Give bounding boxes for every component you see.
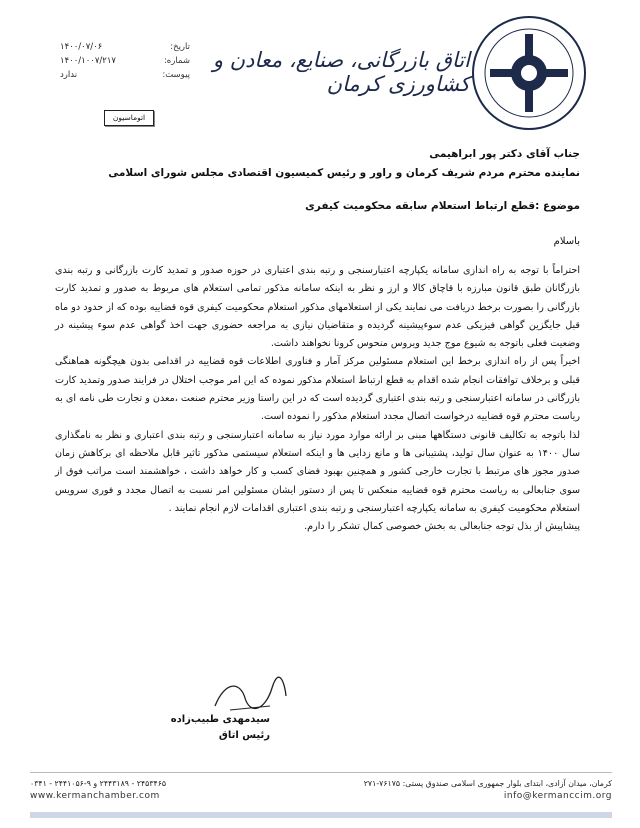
attachment-label: پیوست:: [162, 70, 190, 80]
addressee-name: جناب آقای دکتر پور ابراهیمی: [429, 148, 580, 160]
number-label: شماره:: [163, 56, 190, 66]
greeting: باسلام: [553, 236, 580, 247]
signer-name: سیدمهدی طبیب‌زاده: [170, 714, 270, 725]
automation-stamp: اتوماسیون: [104, 110, 154, 126]
handwritten-signature: [210, 676, 290, 716]
paragraph: لذا باتوجه به تکالیف قانونی دستگاهها مبنی بر ارائه موارد مورد نیاز به سامانه اعتبارسنجی و رتبه بندی اعتباری و نظر به نامگذاری سال ۱۴۰۰ به عنوان سال تولید، پشتیبانی ها و مانع زدایی ها و اینکه استعلام سیستمی مذکور تاثیر قابل ملاحظه ای برکاهش زمان صدور مجوز های مرتبط با تجارت خارجی کشور و همچنین بهبود فضای کسب و کار خواهد داشت ، خواهشمند است مراتب فوق از سوی جنابعالی به ریاست محترم قوه قضاییه منعکس تا پس از دستور ایشان مسئولین امر نسبت به اتصال مجدد و فوری سرویس استعلام محکومیت کیفری به سامانه یکپارچه اعتبارسنجی و رتبه بندی اعتباری اقدامات لازم انجام نمایند .: [55, 429, 580, 514]
footer-address: کرمان، میدان آزادی، ابتدای بلوار جمهوری اسلامی صندوق پستی: ۷۶۱۷۵-۲۷۱: [363, 779, 612, 788]
addressee: [60, 145, 580, 183]
subject-line: موضوع :قطع ارتباط استعلام سابقه محکومیت کیفری: [305, 200, 580, 212]
date-value: ۱۴۰۰/۰۷/۰۶: [60, 42, 103, 52]
paragraph: پیشاپیش از بذل توجه جنابعالی به بخش خصوصی کمال تشکر را دارم.: [304, 521, 580, 533]
date-label: تاریخ:: [170, 42, 190, 52]
footer-phones: ۲۴۵۳۴۶۵ - ۲۴۴۳۱۸۹ و ۹-۲۴۴۱۰۵۶ - ۰۳۴۱: [30, 779, 167, 788]
chamber-logo-icon: [470, 14, 588, 132]
footer-bar: [30, 812, 612, 818]
signer-block: [170, 712, 270, 744]
footer-website: www.kermanchamber.com: [30, 791, 160, 801]
signer-title: رئیس اتاق: [218, 730, 270, 741]
letter-meta: [60, 40, 190, 82]
organization-name: اتاق بازرگانی، صنایع، معادن و کشاورزی کرمان: [212, 48, 470, 96]
letter-footer: [30, 772, 612, 807]
number-value: ۱۴۰۰/۱۰۰۷/۲۱۷: [60, 56, 116, 66]
attachment-value: ندارد: [60, 70, 78, 80]
paragraph: احتراماً با توجه به راه اندازی سامانه یکپارچه اعتبارسنجی و رتبه بندی اعتباری در حوزه صدور و تمدید کارت بازرگانی و رتبه بندی بازرگانان طبق قانون مبارزه با قاچاق کالا و ارز و نظر به اینکه سامانه مذکور تمامی استعلام های مربوط به صدور و تمدید کارت بازرگانی را بصورت برخط دریافت می نمایند یکی از استعلامهای مذکور استعلام محکومیت کیفری قوه قضاییه بوده که از حدود دو ماه قبل جایگزین گواهی فیزیکی عدم سوءپیشینه گردیده و متقاضیان نیازی به مراجعه حضوری جهت اخذ گواهی عدم سوء پیشینه در وضعیت فعلی باتوجه به شیوع موج جدید ویروس منحوس کرونا نخواهند داشت.: [55, 265, 580, 350]
letter-body: [55, 262, 580, 536]
paragraph: اخیراً پس از راه اندازی برخط این استعلام مسئولین مرکز آمار و فناوری اطلاعات قوه قضاییه در اقدامی بدون هیچگونه هماهنگی قبلی و برخلاف توافقات انجام شده اقدام به قطع ارتباط استعلام مذکور نموده که این امر موجب اختلال در فرایند صدور وتمدید کارت بازرگانی در سامانه اعتبارسنجی و رتبه بندی اعتباری گردیده است که در این راستا وزیر محترم صنعت ،معدن و تجارت طی نامه ای به ریاست محترم قوه قضاییه درخواست اتصال مجدد استعلام مذکور را نموده است.: [55, 356, 580, 423]
footer-email: info@kermanccim.org: [503, 791, 612, 801]
addressee-title: نماینده محترم مردم شریف کرمان و راور و رئیس کمیسیون اقتصادی مجلس شورای اسلامی: [108, 167, 580, 179]
